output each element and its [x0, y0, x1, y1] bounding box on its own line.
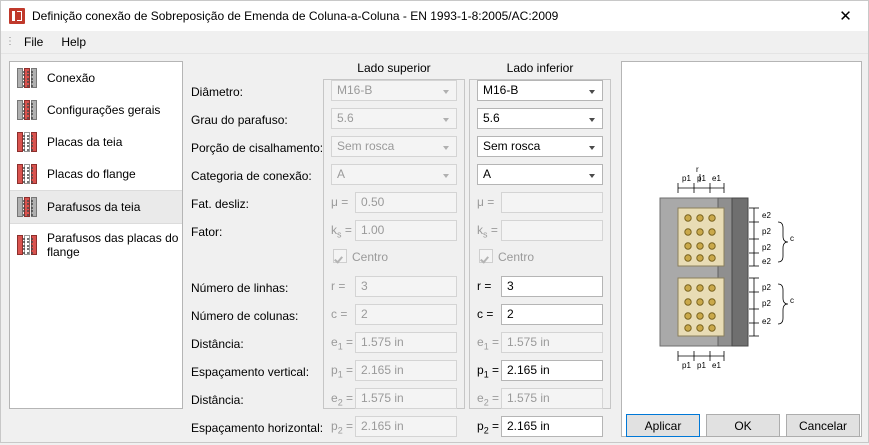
upper-rows-input[interactable]: 3 [355, 276, 457, 297]
sidebar-item-label: Placas da teia [47, 135, 123, 149]
label-grade: Grau do parafuso: [191, 113, 288, 127]
sidebar-item-placas-da-teia[interactable] [10, 126, 182, 158]
upper-cols-label: c = [331, 307, 348, 321]
column-header-lower: Lado inferior [506, 61, 574, 75]
upper-e1-label: $e_1$ = [331, 335, 354, 352]
lower-mu-label: μ = [477, 195, 495, 209]
dim-bottom-p1a: p1 [682, 361, 691, 370]
lower-e2-label: $e_2$ = [477, 391, 500, 408]
label-rows: Número de linhas: [191, 281, 289, 295]
upper-p2-input[interactable]: 2.165 in [355, 416, 457, 437]
lower-e1-label: $e_1$ = [477, 335, 500, 352]
upper-p1-label: $p_1$ = [331, 363, 354, 380]
lower-center-checkbox[interactable] [479, 249, 534, 264]
dim-bottom-e1: e1 [712, 361, 721, 370]
lower-grade-select[interactable]: 5.6 [477, 108, 603, 129]
lower-category-select[interactable]: A [477, 164, 603, 185]
lower-shear-select[interactable]: Sem rosca [477, 136, 603, 157]
lower-cols-input[interactable]: 2 [501, 304, 603, 325]
lower-rows-input[interactable]: 3 [501, 276, 603, 297]
dim-right-e2-bot: e2 [762, 257, 771, 266]
upper-e1-input[interactable]: 1.575 in [355, 332, 457, 353]
upper-category-select[interactable]: A [331, 164, 457, 185]
sidebar-item-conexao[interactable] [10, 62, 182, 94]
dim-bottom-p1b: p1 [697, 361, 706, 370]
dialog-body [1, 54, 868, 445]
upper-grade-select[interactable]: 5.6 [331, 108, 457, 129]
title-bar [1, 1, 868, 31]
web-plate-icon [16, 131, 38, 153]
apply-button[interactable]: Aplicar [626, 414, 700, 437]
upper-shear-select[interactable]: Sem rosca [331, 136, 457, 157]
lower-p1-input[interactable]: 2.165 in [501, 360, 603, 381]
label-horizontal-spacing: Espaçamento horizontal: [191, 421, 324, 435]
menu-item-help[interactable]: Help [61, 35, 87, 49]
lower-ks-input[interactable] [501, 220, 603, 241]
lower-cols-label: c = [477, 307, 494, 321]
label-distance-1: Distância: [191, 337, 244, 351]
lower-e2-input[interactable]: 1.575 in [501, 388, 603, 409]
sidebar-item-label: Placas do flange [47, 167, 136, 181]
dim-right-p2-1: p2 [762, 227, 771, 236]
upper-p2-label: $p_2$ = [331, 419, 354, 436]
label-diameter: Diâmetro: [191, 85, 244, 99]
label-vertical-spacing: Espaçamento vertical: [191, 365, 310, 379]
app-icon [9, 8, 25, 24]
lower-ks-label: $k_s$ = [477, 223, 498, 240]
sidebar-item-label: Parafusos das placas do flange [47, 231, 179, 259]
dialog-buttons [626, 414, 860, 437]
dim-top-e1: e1 [712, 174, 721, 183]
flange-plate-icon [16, 163, 38, 185]
close-icon[interactable]: ✕ [839, 8, 852, 25]
connection-diagram [622, 62, 861, 436]
upper-rows-label: r = [331, 279, 346, 293]
upper-ks-label: $k_s$ = [331, 223, 352, 240]
dim-right-p2-2: p2 [762, 243, 771, 252]
menu-bar [1, 31, 868, 54]
upper-center-checkbox[interactable] [333, 249, 388, 264]
ok-button[interactable]: OK [706, 414, 780, 437]
window-title: Definição conexão de Sobreposição de Emenda de Coluna-a-Coluna - EN 1993-1-8:2005/AC:2009 [32, 9, 559, 23]
upper-diameter-select[interactable]: M16-B [331, 80, 457, 101]
lower-rows-label: r = [477, 279, 492, 293]
bolt-group-icon [16, 67, 38, 89]
lower-center-label: Centro [498, 250, 535, 264]
bolt-group-icon [16, 99, 38, 121]
upper-mu-label: μ = [331, 195, 349, 209]
upper-ks-input[interactable]: 1.00 [355, 220, 457, 241]
sidebar-item-label: Conexão [47, 71, 96, 85]
sidebar-item-parafusos-da-teia[interactable] [10, 190, 182, 224]
sidebar-item-label: Configurações gerais [47, 103, 161, 117]
dim-brace-c-upper: c [790, 234, 794, 243]
dim-right-e2-lower: e2 [762, 317, 771, 326]
lower-e1-input[interactable]: 1.575 in [501, 332, 603, 353]
lower-diameter-select[interactable]: M16-B [477, 80, 603, 101]
label-shear: Porção de cisalhamento: [191, 141, 324, 155]
label-distance-2: Distância: [191, 393, 244, 407]
label-slip-factor: Fat. desliz: [191, 197, 250, 211]
lower-mu-input[interactable] [501, 192, 603, 213]
lower-p1-label: $p_1$ = [477, 363, 500, 380]
dim-top-p1b: p1 [697, 174, 706, 183]
label-factor: Fator: [191, 225, 223, 239]
dim-right-e2-top: e2 [762, 211, 771, 220]
connection-preview [621, 61, 862, 437]
column-header-upper: Lado superior [357, 61, 431, 75]
dim-right-p2-4: p2 [762, 299, 771, 308]
dim-top-p1a: p1 [682, 174, 691, 183]
lower-p2-input[interactable]: 2.165 in [501, 416, 603, 437]
label-cols: Número de colunas: [191, 309, 299, 323]
bolt-settings-form [191, 61, 611, 445]
upper-center-label: Centro [352, 250, 389, 264]
flange-bolts-icon [16, 234, 38, 256]
upper-p1-input[interactable]: 2.165 in [355, 360, 457, 381]
dim-leader-r: r [696, 165, 699, 174]
sidebar-item-parafusos-das-placas-do-flange[interactable] [10, 224, 182, 266]
upper-e2-label: $e_2$ = [331, 391, 354, 408]
dim-right-p2-3: p2 [762, 283, 771, 292]
web-bolts-icon [16, 196, 38, 218]
menu-item-file[interactable]: File [24, 35, 44, 49]
label-category: Categoria de conexão: [191, 169, 312, 183]
sidebar-item-placas-do-flange[interactable] [10, 158, 182, 190]
sidebar-item-configuracoes-gerais[interactable] [10, 94, 182, 126]
lower-p2-label: $p_2$ = [477, 419, 500, 436]
navigation-list[interactable] [9, 61, 183, 409]
dim-brace-c-lower: c [790, 296, 794, 305]
upper-e2-input[interactable]: 1.575 in [355, 388, 457, 409]
upper-cols-input[interactable]: 2 [355, 304, 457, 325]
sidebar-item-label: Parafusos da teia [47, 200, 141, 214]
cancel-button[interactable]: Cancelar [786, 414, 860, 437]
upper-mu-input[interactable]: 0.50 [355, 192, 457, 213]
menu-grip-icon: ⋮ [5, 36, 15, 47]
